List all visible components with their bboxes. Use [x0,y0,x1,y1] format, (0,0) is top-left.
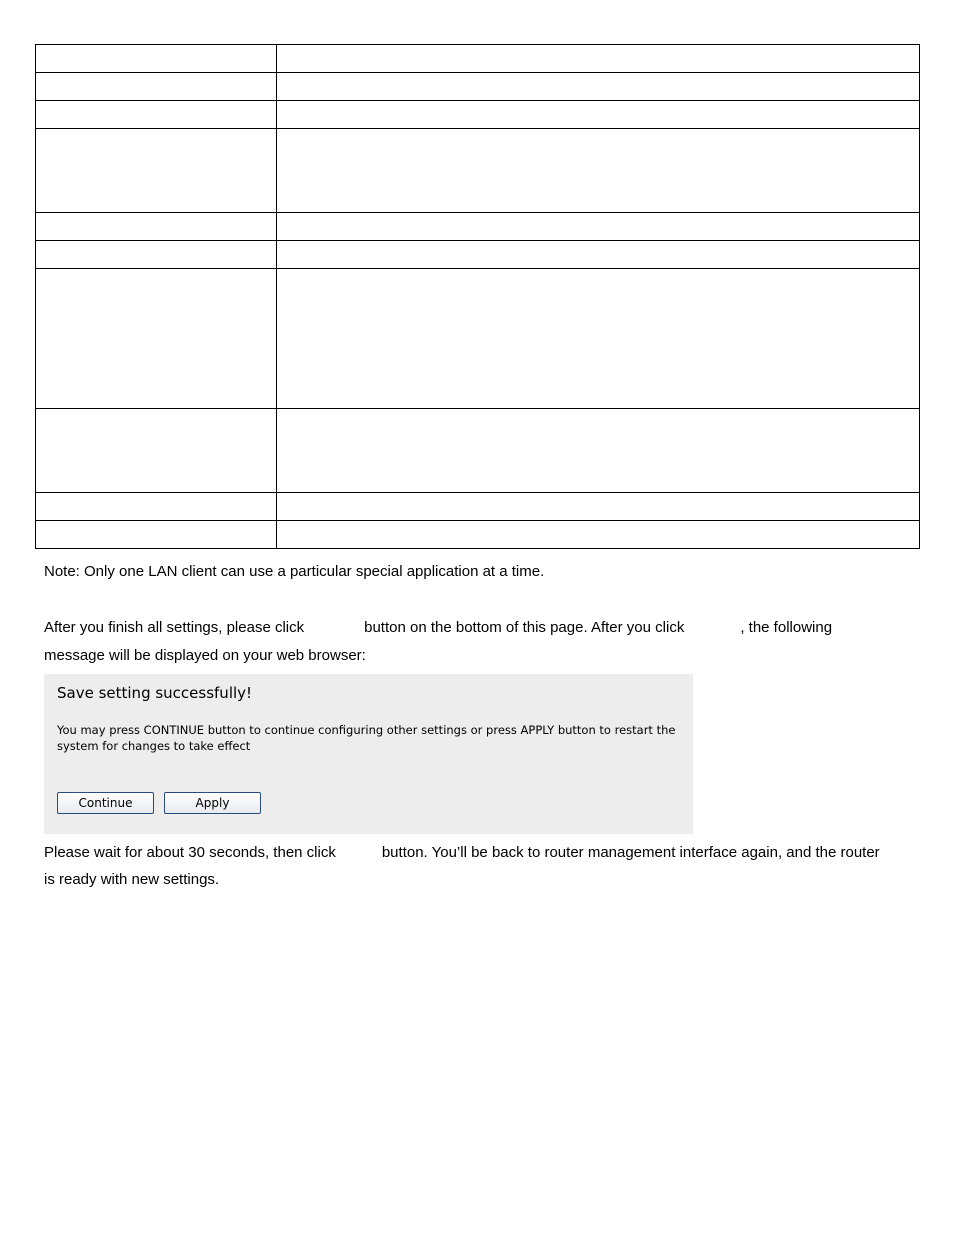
table-cell-label [36,493,277,521]
wait-line-2: is ready with new settings. [44,871,220,888]
table-cell-label [36,45,277,73]
after-settings-text-3: , the following [740,619,833,636]
table-cell-label [36,521,277,549]
wait-text-2: button. You’ll be back to router management interface again, and the router [381,844,880,861]
table-cell-description [277,129,920,213]
table-row [36,73,920,101]
table-row [36,101,920,129]
after-settings-text-1: After you finish all settings, please click [44,619,305,636]
wait-paragraph [44,839,880,867]
table-cell-description [277,409,920,493]
after-settings-line-2: message will be displayed on your web browser: [44,647,366,664]
table-row [36,269,920,409]
table-row [36,409,920,493]
apply-button[interactable]: Apply [164,792,261,814]
message-title: Save setting successfully! [57,684,253,702]
table-row [36,213,920,241]
table-cell-label [36,241,277,269]
note-text: Note: Only one LAN client can use a particular special application at a time. [44,563,545,580]
table-cell-label [36,101,277,129]
table-cell-label [36,269,277,409]
table-cell-description [277,73,920,101]
table-cell-description [277,45,920,73]
table-cell-label [36,213,277,241]
table-row [36,241,920,269]
table-cell-description [277,521,920,549]
table-row [36,45,920,73]
after-settings-paragraph [44,614,832,642]
table-cell-label [36,409,277,493]
continue-button[interactable]: Continue [57,792,154,814]
table-row [36,129,920,213]
save-success-message-panel [44,674,693,834]
table-cell-description [277,493,920,521]
table-row [36,493,920,521]
table-row [36,521,920,549]
table-cell-label [36,129,277,213]
table-cell-description [277,241,920,269]
message-body: You may press CONTINUE button to continue configuring other settings or press APPLY button to restart the system for changes to take effect [57,723,676,753]
wait-text-1: Please wait for about 30 seconds, then click [44,844,336,861]
table-cell-description [277,269,920,409]
settings-description-table [35,44,920,549]
table-cell-description [277,213,920,241]
after-settings-text-2: button on the bottom of this page. After you click [364,619,685,636]
table-cell-description [277,101,920,129]
table-cell-label [36,73,277,101]
